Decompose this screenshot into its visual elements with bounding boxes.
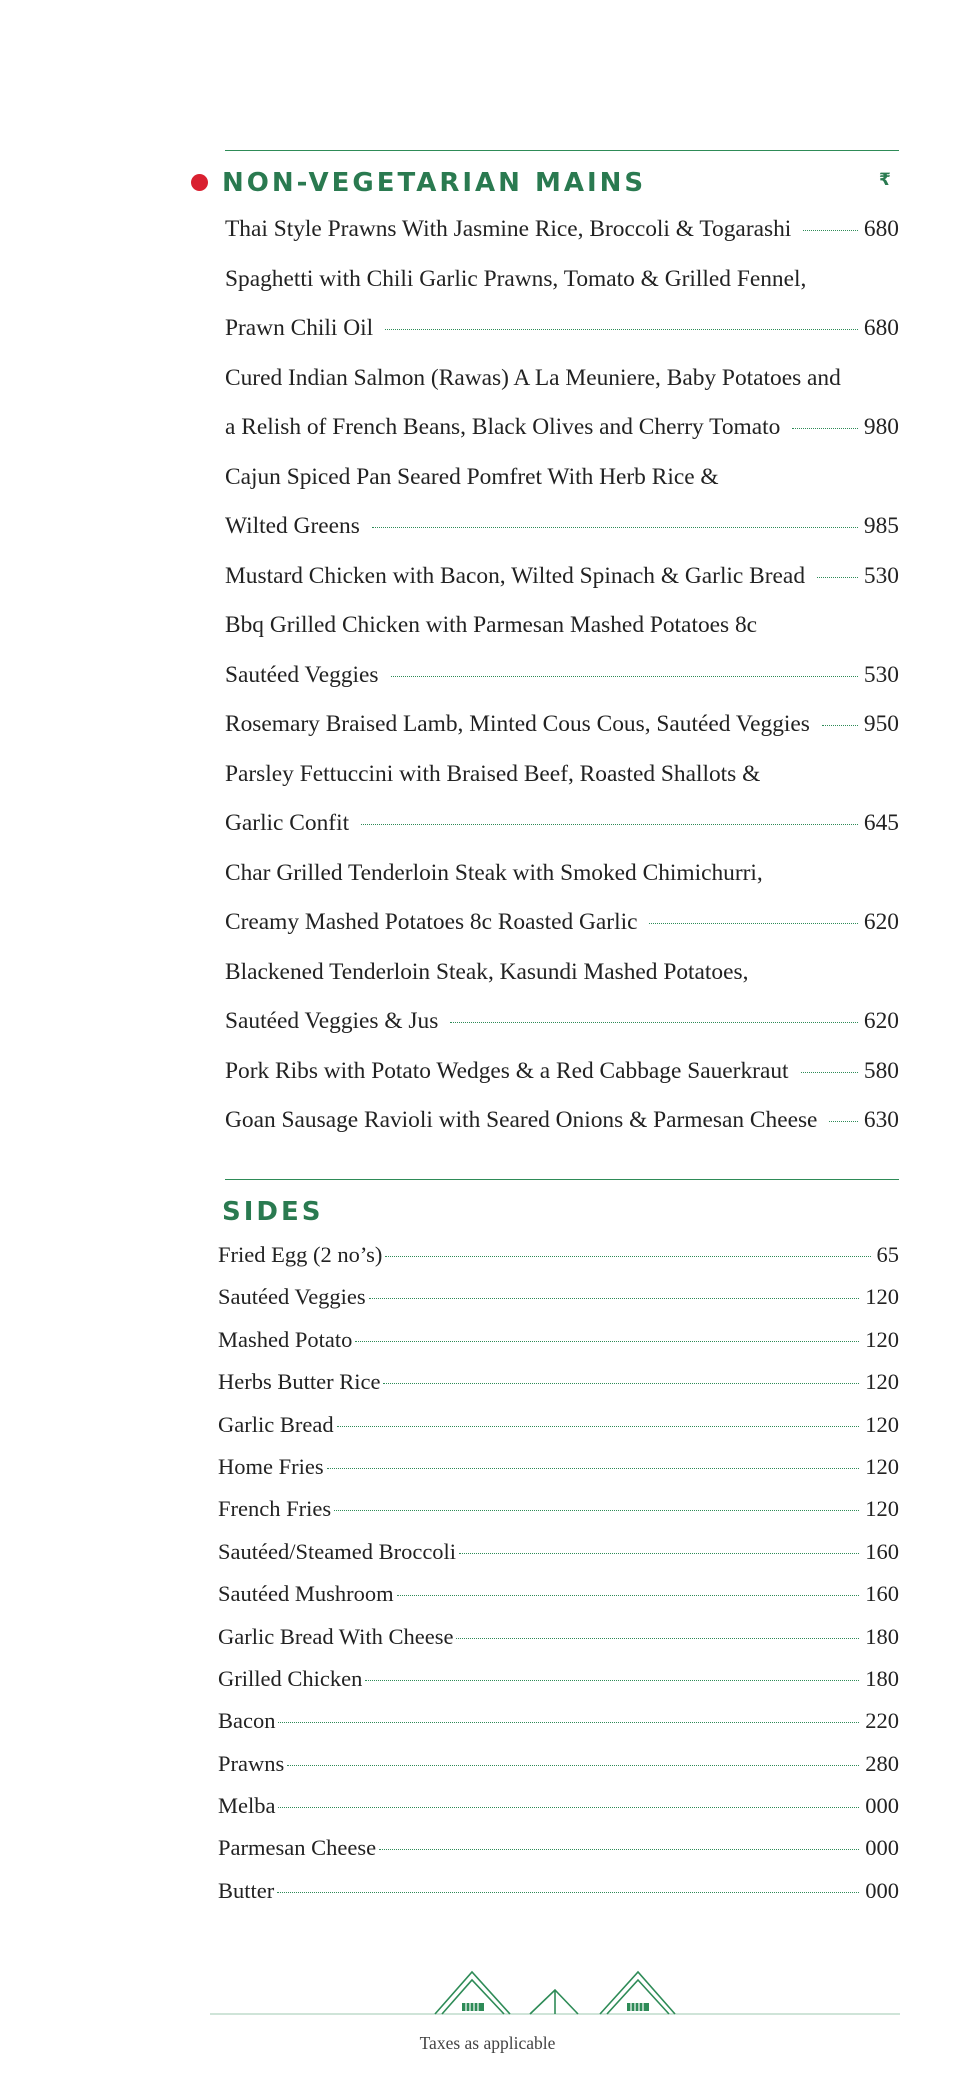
dotted-leader (355, 1341, 859, 1342)
sides-item-name: Grilled Chicken (218, 1665, 363, 1691)
mains-item (225, 453, 899, 552)
dotted-leader (383, 1383, 859, 1384)
sides-item (218, 1488, 899, 1530)
sides-item-name: Bacon (218, 1708, 276, 1734)
sides-menu-list (218, 1234, 899, 1912)
mains-item-text: Sautéed Veggies & Jus (225, 1008, 439, 1034)
dotted-leader (277, 1892, 859, 1893)
mains-heading: NON-VEGETARIAN MAINS (222, 168, 647, 198)
sides-item (218, 1827, 899, 1869)
sides-item-name: Herbs Butter Rice (218, 1369, 381, 1395)
mains-item-price: 645 (863, 810, 899, 836)
mains-item-text: Parsley Fettuccini with Braised Beef, Roasted Shallots & (225, 760, 761, 787)
dotted-leader (649, 923, 857, 924)
sides-item-price: 160 (865, 1538, 899, 1564)
mains-item-priced-line (225, 552, 899, 602)
sides-item-name: French Fries (218, 1496, 332, 1522)
dotted-leader (385, 1256, 870, 1257)
sides-item-name: Parmesan Cheese (218, 1835, 377, 1861)
sides-item-price: 120 (865, 1326, 899, 1352)
dotted-leader (327, 1468, 860, 1469)
sides-item-price: 120 (865, 1496, 899, 1522)
sides-item (218, 1573, 899, 1615)
dotted-leader (822, 725, 858, 726)
dotted-leader (369, 1298, 860, 1299)
sides-item (218, 1700, 899, 1742)
dotted-leader (792, 428, 858, 429)
mains-item-priced-line (225, 651, 899, 701)
dotted-leader (385, 329, 858, 330)
mains-item-price: 620 (863, 909, 899, 935)
dotted-leader (361, 824, 858, 825)
sides-item (218, 1616, 899, 1658)
mains-item-text: Blackened Tenderloin Steak, Kasundi Mashed Potatoes, (225, 958, 749, 985)
mains-item-text: Sautéed Veggies (225, 661, 379, 688)
sides-item-price: 280 (865, 1750, 899, 1776)
mains-item (225, 1096, 899, 1146)
mains-item (225, 601, 899, 700)
mains-item-price: 630 (863, 1107, 899, 1133)
mains-item (225, 849, 899, 948)
dotted-leader (450, 1022, 858, 1023)
mains-item (225, 552, 899, 602)
mains-item-price: 620 (863, 1008, 899, 1034)
sides-item (218, 1446, 899, 1488)
sides-item-name: Home Fries (218, 1453, 324, 1479)
sides-item (218, 1531, 899, 1573)
sides-item (218, 1276, 899, 1318)
sides-item-price: 180 (865, 1623, 899, 1649)
sides-item-price: 120 (865, 1369, 899, 1395)
sides-item-price: 160 (865, 1581, 899, 1607)
sides-item-name: Fried Egg (2 no’s) (218, 1242, 383, 1267)
dotted-leader (459, 1553, 859, 1554)
mains-item-priced-line (225, 1047, 899, 1097)
mains-item-priced-line (225, 997, 899, 1047)
mains-item-text: Char Grilled Tenderloin Steak with Smoked Chimichurri, (225, 859, 763, 886)
dotted-leader (817, 577, 858, 578)
sides-item-name: Butter (218, 1877, 275, 1903)
sides-item-price: 220 (865, 1708, 899, 1734)
mains-item-priced-line (225, 700, 899, 750)
mains-item-priced-line (225, 403, 899, 453)
sides-item-name: Prawns (218, 1750, 285, 1776)
sides-heading: SIDES (222, 1197, 324, 1227)
dotted-leader (365, 1680, 859, 1681)
sides-item (218, 1743, 899, 1785)
mains-item-price: 580 (863, 1057, 899, 1084)
mains-item-text: Bbq Grilled Chicken with Parmesan Mashed Potatoes 8c (225, 612, 758, 638)
mains-item (225, 205, 899, 255)
mains-item-text: Thai Style Prawns With Jasmine Rice, Broccoli & Togarashi (225, 216, 792, 242)
sides-item-price: 120 (865, 1453, 899, 1479)
mains-item-price: 680 (863, 216, 899, 242)
mains-item-price: 985 (863, 513, 899, 539)
mains-item-price: 530 (863, 562, 899, 589)
mains-item-price: 950 (863, 711, 899, 737)
sides-item-price: 120 (865, 1284, 899, 1310)
mains-item-text: Mustard Chicken with Bacon, Wilted Spinach & Garlic Bread (225, 562, 806, 589)
sides-item-price: 000 (865, 1835, 899, 1861)
mains-item (225, 255, 899, 354)
sides-item-price: 65 (876, 1242, 899, 1267)
mains-item-priced-line (225, 1096, 899, 1146)
mains-item-text: Garlic Confit (225, 810, 350, 836)
mains-item-text: Rosemary Braised Lamb, Minted Cous Cous, Sautéed Veggies (225, 711, 810, 737)
sides-item-name: Mashed Potato (218, 1326, 353, 1352)
mains-item-priced-line (225, 304, 899, 354)
dotted-leader (278, 1807, 859, 1808)
mains-item-price: 680 (863, 315, 899, 341)
sides-item (218, 1870, 899, 1912)
mains-item (225, 750, 899, 849)
mains-item (225, 700, 899, 750)
mains-item-price: 980 (863, 414, 899, 440)
mains-item-priced-line (225, 799, 899, 849)
dotted-leader (391, 676, 858, 677)
mains-item-text: Creamy Mashed Potatoes 8c Roasted Garlic (225, 909, 638, 935)
dotted-leader (456, 1638, 859, 1639)
mains-item-text: Cajun Spiced Pan Seared Pomfret With Herb Rice & (225, 463, 719, 490)
dotted-leader (379, 1849, 859, 1850)
mains-item-text: Pork Ribs with Potato Wedges & a Red Cabbage Sauerkraut (225, 1057, 789, 1084)
sides-item (218, 1658, 899, 1700)
dotted-leader (287, 1765, 859, 1766)
sides-item (218, 1234, 899, 1276)
dotted-leader (397, 1595, 860, 1596)
sides-item-name: Sautéed/Steamed Broccoli (218, 1538, 457, 1564)
dotted-leader (801, 1072, 858, 1073)
sides-item-name: Sautéed Mushroom (218, 1581, 394, 1607)
sides-item-price: 000 (865, 1793, 899, 1819)
mains-item-priced-line (225, 502, 899, 552)
mains-item-text: Wilted Greens (225, 513, 360, 539)
sides-item (218, 1361, 899, 1403)
sides-item-name: Garlic Bread (218, 1411, 334, 1437)
mains-item-priced-line (225, 898, 899, 948)
sides-item-price: 120 (865, 1411, 899, 1437)
mains-item-text: Cured Indian Salmon (Rawas) A La Meuniere, Baby Potatoes and (225, 364, 841, 391)
mains-item-text: Spaghetti with Chili Garlic Prawns, Tomato & Grilled Fennel, (225, 265, 807, 292)
rupee-currency-icon: ₹ (879, 170, 891, 190)
tent-pavilion-icon (210, 1966, 900, 2026)
sides-item-name: Garlic Bread With Cheese (218, 1623, 454, 1649)
dotted-leader (829, 1121, 857, 1122)
mains-item-text: a Relish of French Beans, Black Olives and Cherry Tomato (225, 414, 781, 440)
mains-top-rule (225, 150, 899, 151)
sides-item-name: Melba (218, 1793, 276, 1819)
mains-item (225, 1047, 899, 1097)
dotted-leader (803, 230, 858, 231)
mains-menu-list (225, 205, 899, 1146)
sides-top-rule (225, 1179, 899, 1180)
dotted-leader (337, 1426, 860, 1427)
sides-item-price: 000 (865, 1877, 899, 1903)
sides-item-price: 180 (865, 1665, 899, 1691)
mains-item-text: Goan Sausage Ravioli with Seared Onions & Parmesan Cheese (225, 1107, 818, 1133)
sides-item (218, 1785, 899, 1827)
dotted-leader (278, 1722, 859, 1723)
mains-item-priced-line (225, 205, 899, 255)
mains-item (225, 354, 899, 453)
taxes-note: Taxes as applicable (419, 2033, 556, 2053)
sides-item (218, 1319, 899, 1361)
sides-item (218, 1404, 899, 1446)
mains-item-text: Prawn Chili Oil (225, 315, 374, 341)
sides-item-name: Sautéed Veggies (218, 1284, 366, 1310)
section-bullet-icon (191, 174, 208, 191)
mains-item (225, 948, 899, 1047)
mains-item-price: 530 (863, 661, 899, 688)
dotted-leader (334, 1510, 859, 1511)
dotted-leader (372, 527, 858, 528)
